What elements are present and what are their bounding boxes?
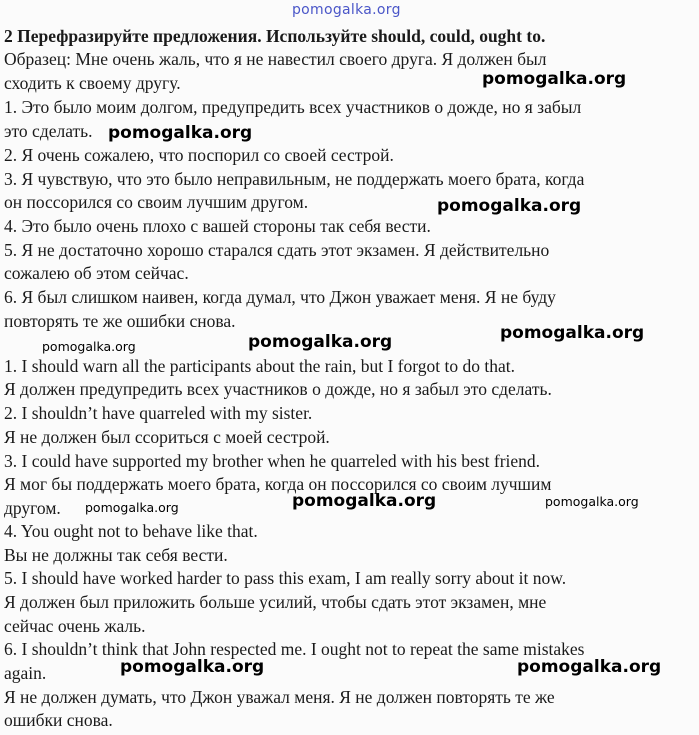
answer-6-en-line-1: 6. I shouldn’t think that John respected me. I ought not to repeat the same mistakes — [4, 639, 585, 659]
answer-5-ru-line-1: Я должен был приложить больше усилий, чтобы сдать этот экзамен, мне — [4, 592, 547, 612]
watermark-site: pomogalka.org — [292, 491, 437, 511]
watermark-site: pomogalka.org — [482, 69, 627, 89]
answer-2-ru: Я не должен был ссориться с моей сестрой. — [4, 427, 330, 447]
sentence-5-line-2: сожалею об этом сейчас. — [4, 263, 189, 283]
sentence-2-line-1: 2. Я очень сожалею, что поспорил со своей сестрой. — [4, 145, 394, 165]
example-line-1: Образец: Мне очень жаль, что я не навестил своего друга. Я должен был — [4, 49, 547, 69]
watermark-site: pomogalka.org — [517, 657, 662, 677]
answer-1-en: 1. I should warn all the participants about the rain, but I forgot to do that. — [4, 356, 515, 376]
watermark-site: pomogalka.org — [248, 332, 393, 352]
watermark-site: pomogalka.org — [500, 323, 645, 343]
watermark-site: pomogalka.org — [85, 500, 179, 515]
sentence-3-line-1: 3. Я чувствую, что это было неправильным, не поддержать моего брата, когда — [4, 169, 585, 189]
answer-3-en: 3. I could have supported my brother when he quarreled with his best friend. — [4, 451, 541, 471]
watermark-site: pomogalka.org — [108, 123, 253, 143]
answer-6-ru-line-1: Я не должен думать, что Джон уважал меня. Я не должен повторять те же — [4, 687, 555, 707]
answer-5-en: 5. I should have worked harder to pass this exam, I am really sorry about it now. — [4, 568, 567, 588]
answer-3-ru-line-1: Я мог бы поддержать моего брата, когда он поссорился со своим лучшим — [4, 474, 552, 494]
answer-4-en: 4. You ought not to behave like that. — [4, 521, 258, 541]
sentence-4-line-1: 4. Это было очень плохо с вашей стороны так себя вести. — [4, 216, 431, 236]
sentence-1-line-1: 1. Это было моим долгом, предупредить всех участников о дожде, но я забыл — [4, 97, 582, 117]
answer-4-ru: Вы не должны так себя вести. — [4, 545, 228, 565]
answer-3-ru-line-2: другом. — [4, 498, 61, 518]
answer-2-en: 2. I shouldn’t have quarreled with my sister. — [4, 403, 313, 423]
sentence-3-line-2: он поссорился со своим лучшим другом. — [4, 192, 309, 212]
sentence-1-line-2: это сделать. — [4, 121, 93, 141]
answer-5-ru-line-2: сейчас очень жаль. — [4, 616, 146, 636]
watermark-site: pomogalka.org — [437, 196, 582, 216]
example-line-2: сходить к своему другу. — [4, 73, 181, 93]
exercise-heading: 2 Перефразируйте предложения. Используйте should, could, ought to. — [4, 26, 546, 46]
watermark-site: pomogalka.org — [42, 339, 136, 354]
watermark-top: pomogalka.org — [292, 2, 401, 18]
answer-6-en-line-2: again. — [4, 663, 47, 683]
answer-1-ru: Я должен предупредить всех участников о дожде, но я забыл это сделать. — [4, 379, 552, 399]
sentence-5-line-1: 5. Я не достаточно хорошо старался сдать этот экзамен. Я действительно — [4, 240, 550, 260]
sentence-6-line-2: повторять те же ошибки снова. — [4, 311, 236, 331]
sentence-6-line-1: 6. Я был слишком наивен, когда думал, что Джон уважает меня. Я не буду — [4, 287, 556, 307]
watermark-site: pomogalka.org — [545, 494, 639, 509]
answer-6-ru-line-2: ошибки снова. — [4, 710, 113, 730]
watermark-site: pomogalka.org — [120, 657, 265, 677]
